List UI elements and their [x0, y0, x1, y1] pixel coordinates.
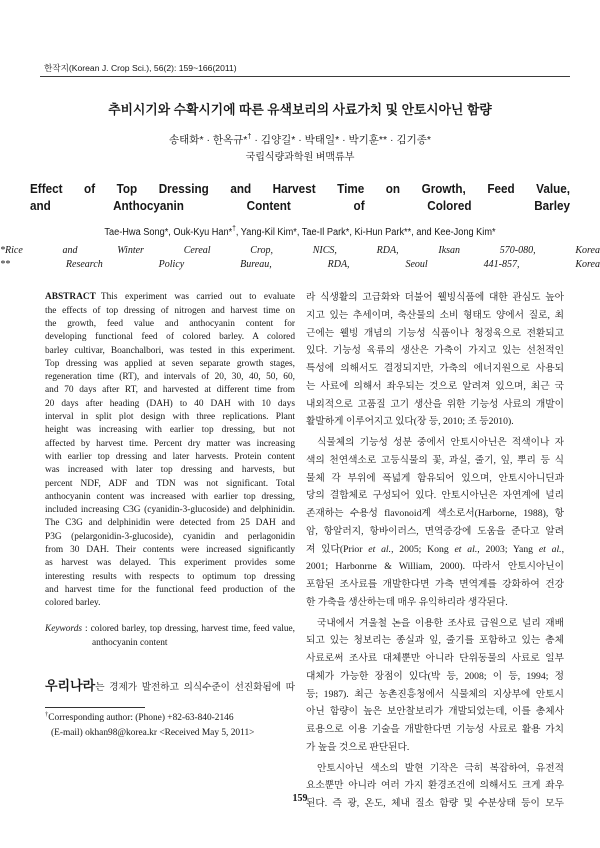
title-korean: 추비시기와 수확시기에 따른 유색보리의 사료가치 및 안토시아닌 함량: [108, 102, 492, 117]
abstract-line: from 30 DAH. Their contents were increased significantly: [45, 544, 295, 555]
body-line-segment: 져 있다(Prior: [306, 543, 369, 555]
abstract-line: interesting results with respects to optimum top dressing: [45, 571, 295, 582]
abstract-line: the effects of top dressing of nitrogen and harvest time on: [45, 305, 295, 316]
keywords-label: Keywords: [45, 624, 83, 635]
authors-korean-segment: 송태화* · 한옥규*: [169, 134, 248, 146]
body-line: 가 높을 것으로 판단된다.: [306, 741, 410, 753]
body-line: 색의 천연색소로 고등식물의 꽃, 과실, 줄기, 잎, 뿌리 등 식: [306, 454, 564, 466]
abstract-line: colored barley.: [45, 598, 101, 609]
abstract-line: anthocyanin content was increased with earlier top dressing,: [45, 491, 295, 502]
abstract-line: with earlier top dressing and later harvests. Protein content: [45, 451, 295, 462]
affiliation-line: *Rice and Winter Cereal Crop, NICS, RDA, Iksan 570-080, Korea: [0, 245, 600, 256]
body-line: 안토시아닌 색소의 발현 기작은 극히 복잡하여, 유전적: [317, 762, 564, 774]
abstract-line: was increased with later top dressing and harvests, but: [45, 465, 295, 476]
abstract-line: affected by harvest time. Percent dry matter was increasing: [45, 438, 295, 449]
abstract-line-text: This experiment was carried out to evaluate: [100, 292, 295, 303]
abstract-line: and 70 days after RT, and harvested at different time from: [45, 385, 295, 396]
body-line: 대체가 가능한 장점이 있다(박 등, 2008; 이 등, 1994; 정: [306, 670, 564, 682]
intro-line: [45, 677, 295, 695]
footnote-line-segment: Corresponding author: (Phone) +82-63-840-2146: [48, 713, 234, 723]
footnote: [45, 711, 295, 740]
header-divider: [40, 76, 570, 77]
authors-korean-segment: · 김양길* · 박태일* · 박기훈** · 김기종*: [251, 134, 431, 146]
body-line: 된다. 즉 광, 온도, 체내 질소 함량 및 수분상태 등이 모두: [306, 798, 564, 809]
abstract-line: included increasing C3G (cyanidin-3-glucoside) and delphinidin.: [45, 505, 295, 516]
body-line: 존재하는 수용성 flavonoid계 색소로서(Harborne, 1988), 항: [306, 508, 564, 519]
authors-english-segment: Tae-Hwa Song*, Ouk-Kyu Han*: [104, 227, 233, 238]
body-paragraph: [306, 615, 564, 757]
body-line-italic: et al.: [454, 543, 478, 555]
body-line: 지고 있는 추세이며, 축산물의 소비 형태도 양에서 질로, 최: [306, 309, 564, 321]
body-paragraph: [306, 434, 564, 612]
keywords-line: anthocyanin content: [92, 637, 168, 648]
body-line: 되고 있는 청보리는 종실과 잎, 줄기를 포함하고 있는 총체: [306, 635, 564, 647]
body-line: 내외적으로 고품질 고기 생산을 위한 기능성 사료의 개발이: [306, 398, 564, 410]
abstract-line: 20 days after heading (DAH) to 40 DAH with 10 days: [45, 398, 295, 409]
affiliation-korean: 국립식량과학원 벼맥류부: [245, 152, 355, 163]
abstract-line: height was increasing with earlier top dressing, but not: [45, 425, 295, 436]
body-line: 료용으로 이용 기술을 개발한다면 기능성 사료로 활용 가치: [306, 724, 564, 735]
authors-english: [24, 226, 576, 240]
abstract-line: The C3G and delphinidin were detected from 25 DAH and: [45, 518, 295, 529]
body-line: 사료로써 조사료 대체뿐만 아니라 단위동물의 사료로 일부: [306, 653, 564, 664]
journal-reference: 한작지(Korean J. Crop Sci.), 56(2): 159~166(2011): [44, 63, 237, 73]
authors-english-superscript: †: [232, 225, 236, 233]
affiliations-english: [0, 244, 600, 272]
body-line: 활발하게 이루어지고 있다(장 등, 2010; 조 등2010).: [306, 416, 514, 428]
body-line-italic: et al.: [368, 543, 392, 555]
body-line: 근에는 웰빙 개념의 기능성 식품이나 청정육으로 전환되고: [306, 327, 564, 339]
abstract-line: regeneration time (RT), and intervals of 20, 30, 40, 50, 60,: [45, 372, 295, 383]
affiliation-line: ** Research Policy Bureau, RDA, Seoul 441-857, Korea: [0, 259, 600, 270]
abstract-line: [45, 291, 295, 304]
body-line-segment: , 2003; Yang: [477, 543, 539, 555]
body-line: [306, 541, 564, 559]
abstract-line: interval in split plot design with three replications. Plant: [45, 412, 295, 423]
body-line: 아닌 함량이 높은 보안찰보리가 개발되었는데, 이를 총체사: [306, 706, 564, 718]
footnote-divider: [45, 707, 145, 708]
body-line: 포함된 조사료를 개발한다면 가축 면역계를 강화하여 건강: [306, 579, 564, 590]
abstract-line: the growth, feed value and anthocyanin content for: [45, 318, 295, 329]
authors-korean-superscript: †: [247, 131, 252, 141]
body-line: 암, 항알러지, 항바이러스, 면역증강에 도움을 준다고 알려: [306, 525, 564, 537]
body-line: 는 사료에 의해서 좌우되는 것으로 알려져 있으며, 최근 국: [306, 380, 564, 392]
abstract-line: and harvest time for the functional feed production of the: [45, 584, 295, 595]
footnote-line-superscript: †: [45, 710, 49, 718]
body-line: 라 식생활의 고급화와 더불어 웰빙식품에 대한 관심도 높아: [306, 292, 564, 303]
body-line-segment: , 2005; Kong: [391, 543, 455, 555]
title-english-line: Effect of Top Dressing and Harvest Time on Growth, Feed Value,: [30, 180, 570, 196]
keywords: [45, 623, 295, 650]
abstract: [45, 291, 295, 610]
body-line: 물체 각 부위에 폭넓게 함유되어 있으며, 안토시아니딘과: [306, 472, 564, 484]
abstract-line: developing functional feed of colored barley. A colored: [45, 332, 295, 343]
body-paragraph: [306, 760, 564, 813]
body-paragraph: [306, 289, 564, 431]
abstract-label: ABSTRACT: [45, 292, 96, 303]
body-line: 있다. 기능성 육류의 생산은 가축이 가지고 있는 선천적인: [306, 345, 564, 357]
intro-lead: 우리나라: [45, 678, 96, 693]
page-number: 159: [292, 793, 308, 804]
abstract-line: Top dressing was applied at seven separate growth stages,: [45, 358, 295, 369]
body-line: 요소뿐만 아니라 여러 가지 환경조건에 의해서도 크게 좌우: [306, 780, 564, 792]
body-line: 한 가축을 생산하는데 매우 유익하리라 생각된다.: [306, 596, 508, 608]
keywords-text: : colored barley, top dressing, harvest time, feed value,: [85, 624, 295, 635]
footnote-line: (E-mail) okhan98@korea.kr <Received May 5, 2011>: [51, 727, 255, 738]
title-english-line: and Anthocyanin Content of Colored Barley: [30, 197, 570, 213]
abstract-line: barley cultivar, Boanchalbori, was tested in this experiment.: [45, 345, 295, 356]
body-line-italic: et al.: [538, 543, 562, 555]
footnote-line: [45, 711, 295, 726]
abstract-line: P3G (pelargonidin-3-glucoside), cyanidin and perlagonidin: [45, 531, 295, 542]
body-column-right: [306, 289, 564, 813]
body-line: 국내에서 겨울철 논을 이용한 조사료 급원으로 널리 재배: [317, 617, 564, 629]
body-line: 특성에 의해서도 결정되지만, 가축의 에너지원으로 사용되: [306, 363, 564, 374]
body-line-segment: ,: [561, 543, 565, 555]
title-english: [30, 180, 570, 214]
abstract-line: percent NDF, ADF and TDN was not significant. Total: [45, 478, 295, 489]
authors-korean: [0, 132, 600, 148]
body-line: 당의 결합체로 구성되어 있다. 안토시아닌은 자연계에 널리: [306, 490, 564, 502]
authors-english-segment: , Yang-Kil Kim*, Tae-Il Park*, Ki-Hun Park**, and Kee-Jong Kim*: [235, 227, 496, 238]
body-line: 식물체의 기능성 성분 중에서 안토시아닌은 적색이나 자: [317, 437, 564, 448]
body-line: 2001; Harbonrne & William, 2000). 따라서 안토시아닌이: [306, 561, 564, 573]
intro-text: 는 경제가 발전하고 의식수준이 선진화됨에 따: [95, 682, 295, 693]
keywords-line: [45, 623, 295, 636]
body-line: 등; 1987). 최근 농촌진흥청에서 식물체의 지상부에 안토시: [306, 688, 564, 700]
abstract-line: as harvest was delayed. This experiment provides some: [45, 558, 295, 569]
